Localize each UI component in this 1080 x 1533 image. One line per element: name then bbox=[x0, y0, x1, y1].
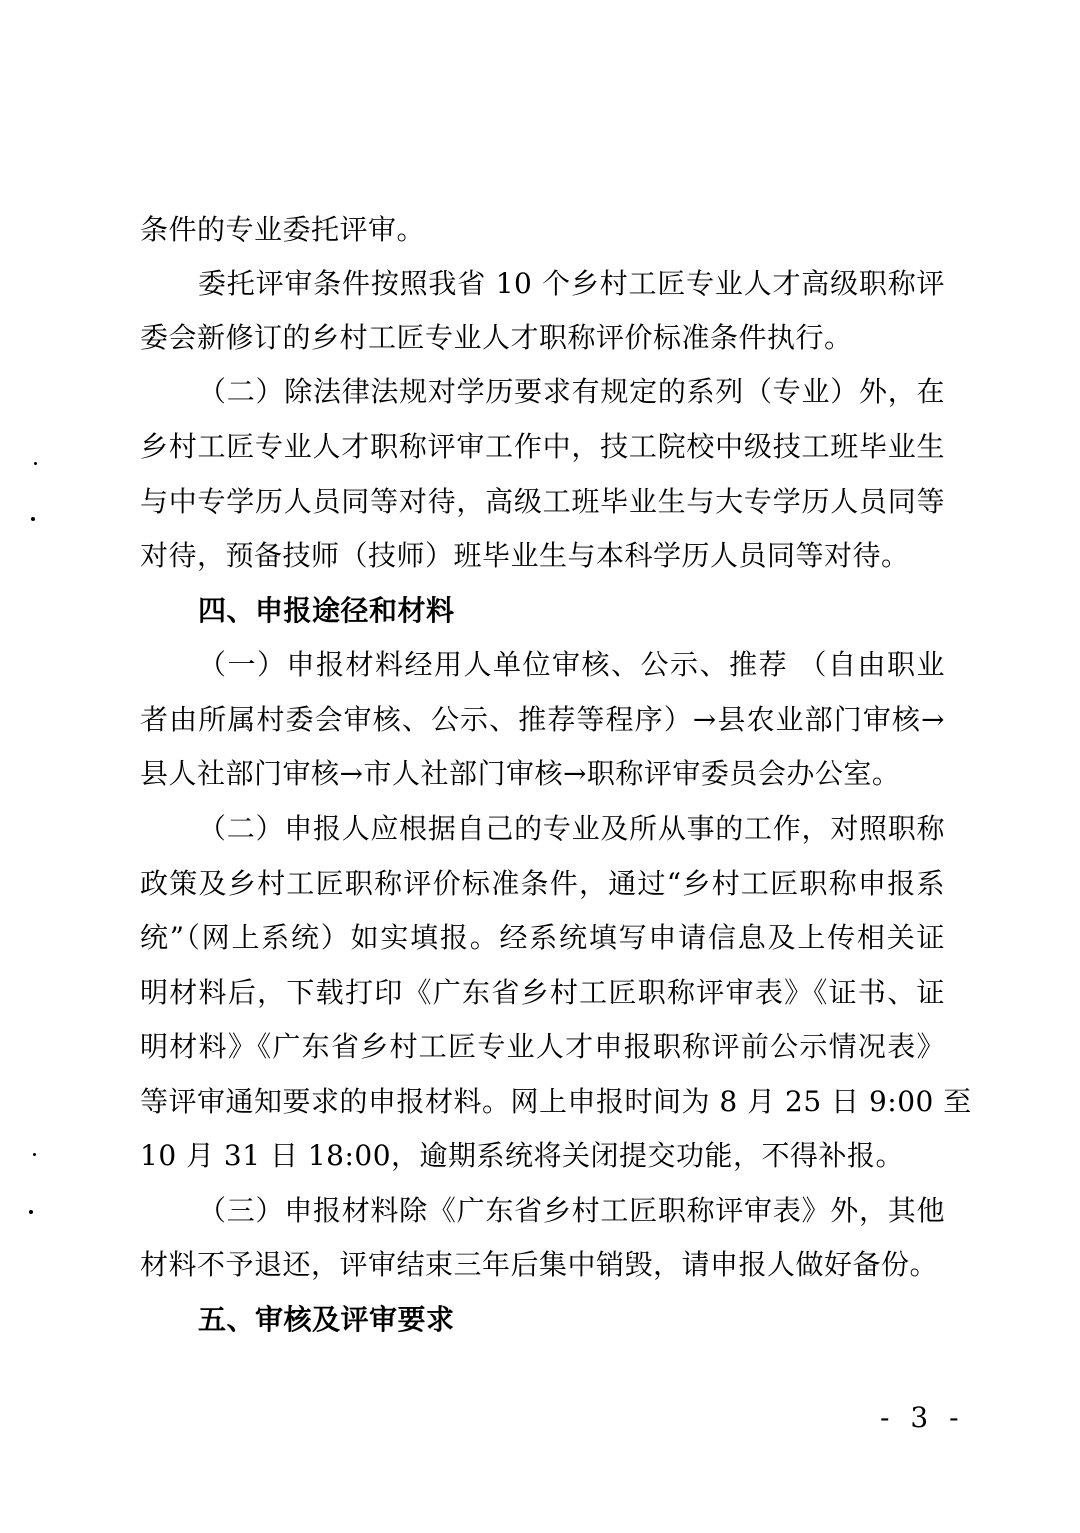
paragraph-line: 与中专学历人员同等对待，高级工班毕业生与大专学历人员同等 bbox=[140, 485, 945, 518]
paragraph-line: 10 月 31 日 18:00，逾期系统将关闭提交功能，不得补报。 bbox=[140, 1139, 905, 1172]
binding-hole-mark bbox=[29, 1210, 33, 1214]
paragraph-line: （一）申报材料经用人单位审核、公示、推荐 （自由职业 bbox=[198, 648, 945, 681]
section-heading: 五、审核及评审要求 bbox=[198, 1303, 455, 1336]
paragraph-line: 政策及乡村工匠职称评价标准条件，通过“乡村工匠职称申报系 bbox=[140, 867, 945, 900]
paragraph-line: 委会新修订的乡村工匠专业人才职称评价标准条件执行。 bbox=[140, 321, 853, 354]
binding-hole-mark bbox=[34, 462, 37, 465]
paragraph-line: 材料不予退还，评审结束三年后集中销毁，请申报人做好备份。 bbox=[140, 1248, 939, 1281]
paragraph-line: 条件的专业委托评审。 bbox=[140, 213, 426, 246]
paragraph-line: 县人社部门审核→市人社部门审核→职称评审委员会办公室。 bbox=[140, 757, 901, 790]
paragraph-line: 明材料后，下载打印《广东省乡村工匠职称评审表》《证书、证 bbox=[140, 976, 945, 1009]
binding-hole-mark bbox=[31, 517, 35, 521]
paragraph-line: 统”（网上系统）如实填报。经系统填写申请信息及上传相关证 bbox=[140, 921, 945, 954]
section-heading: 四、申报途径和材料 bbox=[198, 594, 455, 627]
binding-hole-mark bbox=[33, 1153, 36, 1156]
paragraph-line: （三）申报材料除《广东省乡村工匠职称评审表》外，其他 bbox=[198, 1194, 945, 1227]
paragraph-line: （二）除法律法规对学历要求有规定的系列（专业）外，在 bbox=[198, 375, 945, 408]
paragraph-line: 对待，预备技师（技师）班毕业生与本科学历人员同等对待。 bbox=[140, 539, 910, 572]
paragraph-line: 等评审通知要求的申报材料。网上申报时间为 8 月 25 日 9:00 至 bbox=[140, 1085, 972, 1118]
paragraph-line: （二）申报人应根据自己的专业及所从事的工作，对照职称 bbox=[198, 812, 945, 845]
paragraph-line: 乡村工匠专业人才职称评审工作中，技工院校中级技工班毕业生 bbox=[140, 430, 945, 463]
paragraph-line: 明材料》《广东省乡村工匠专业人才申报职称评前公示情况表》 bbox=[140, 1030, 945, 1063]
paragraph-line: 委托评审条件按照我省 10 个乡村工匠专业人才高级职称评 bbox=[198, 267, 945, 300]
page-number: - 3 - bbox=[880, 1401, 965, 1434]
paragraph-line: 者由所属村委会审核、公示、推荐等程序）→县农业部门审核→ bbox=[140, 703, 945, 736]
